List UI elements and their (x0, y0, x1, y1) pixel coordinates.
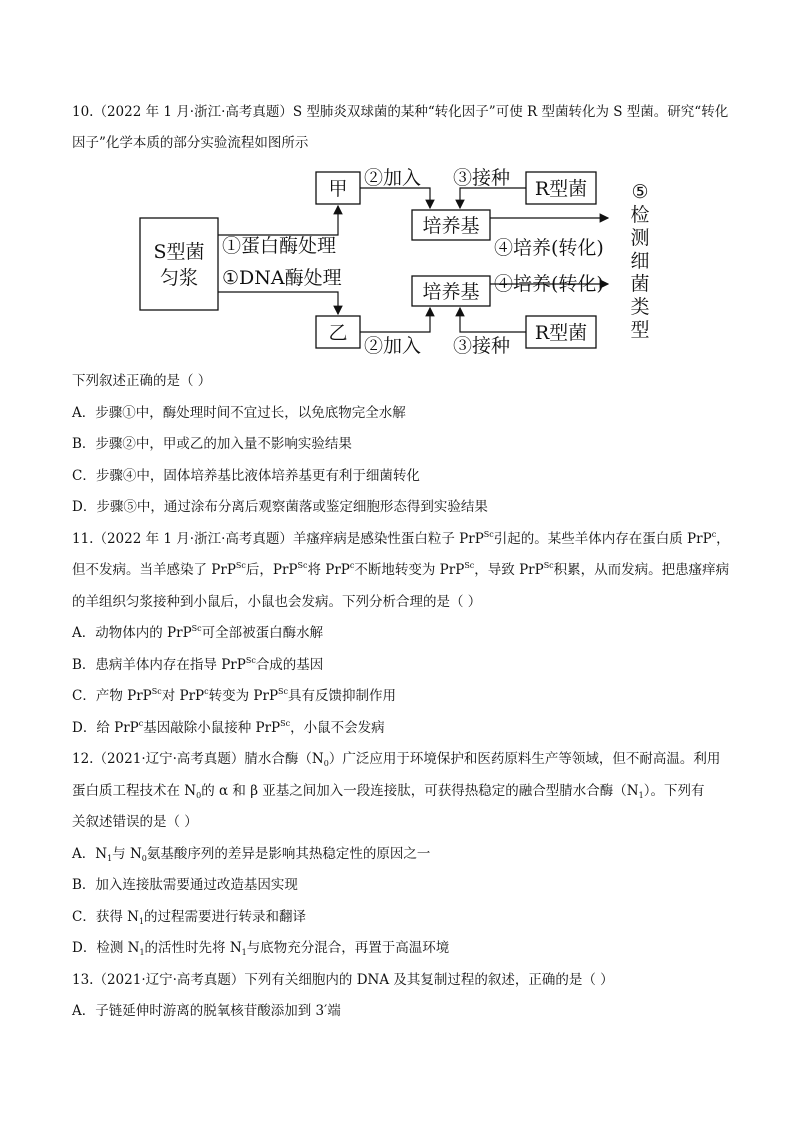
q11-option-a: A．动物体内的 PrP$^{Sc}$可全部被蛋白酶水解 (72, 624, 324, 641)
q11-option-c: C．产物 PrP$^{Sc}$对 PrP$^c$转变为 PrP$^{Sc}$具有反馈抑制作用 (72, 687, 397, 704)
step5-char-1: 检 (630, 204, 650, 226)
q12-option-c: C．获得 $N_1$的过程需要进行转录和翻译 (72, 909, 307, 926)
q12-option-d: D．检测 $N_1$的活性时先将 $N_1$与底物充分混合，再置于高温环境 (72, 940, 450, 957)
q10-option-a: A．步骤①中，酶处理时间不宜过长，以免底物完全水解 (72, 405, 406, 421)
step2-add-top: ②加入 (364, 167, 422, 189)
s-box-line1: S型菌 (153, 241, 205, 263)
q10-option-d: D．步骤⑤中，通过涂布分离后观察菌落或鉴定细胞形态得到实验结果 (72, 499, 488, 515)
medium-bottom-label: 培养基 (422, 281, 480, 303)
q12-line2: 蛋白质工程技术在 $N_0$的 α 和 β 亚基之间加入一段连接肽，可获得热稳定的融合型腈水合酶$(N_1)$。下列有 (72, 783, 705, 800)
q11-option-b: B．患病羊体内存在指导 PrP$^{Sc}$合成的基因 (72, 656, 324, 673)
q11-option-d: D．给 PrP$^c$基因敲除小鼠接种 PrP$^{Sc}$，小鼠不会发病 (72, 719, 385, 736)
q12-option-b: B．加入连接肽需要通过改造基因实现 (72, 877, 298, 893)
step5-char-6: 型 (630, 319, 650, 341)
q11-line3: 的羊组织匀浆接种到小鼠后，小鼠也会发病。下列分析合理的是（ ） (72, 594, 482, 610)
experiment-flow-diagram (130, 160, 670, 360)
step2-add-bottom: ②加入 (364, 335, 422, 357)
r-bottom-label: R型菌 (534, 322, 588, 344)
s-homogenate-box (140, 218, 218, 310)
q10-option-b: B．步骤②中，甲或乙的加入量不影响实验结果 (72, 436, 352, 452)
step5-char-4: 菌 (630, 273, 650, 295)
q10-line2: 因子”化学本质的部分实验流程如图所示 (72, 135, 309, 151)
s-box-line2: 匀浆 (159, 267, 199, 289)
step4-culture-top: ④培养(转化) (494, 237, 604, 259)
q10-line1: 10.（2022 年 1 月·浙江·高考真题）S 型肺炎双球菌的某种“转化因子”可使 R 型菌转化为 S 型菌。研究“转化 (72, 104, 729, 120)
step3-inoculate-top: ③接种 (453, 167, 511, 189)
step5-char-5: 类 (630, 296, 650, 318)
q10-stem: 下列叙述正确的是（ ） (72, 373, 212, 389)
step5-char-0: ⑤ (631, 181, 649, 203)
q11-line2: 但不发病。当羊感染了 PrP$^{Sc}$后，PrP$^{Sc}$将 PrP$^c$不断地转变为 PrP$^{Sc}$，导致 PrP$^{Sc}$积累，从而发病。把患瘙痒病 (72, 561, 730, 578)
q13-option-a: A．子链延伸时游离的脱氧核苷酸添加到 3′端 (72, 1003, 341, 1019)
q11-line1: 11.（2022 年 1 月·浙江·高考真题）羊瘙痒病是感染性蛋白粒子 PrP$^{Sc}$引起的。某些羊体内存在蛋白质 PrP$^c$， (72, 530, 730, 547)
q10-option-c: C．步骤④中，固体培养基比液体培养基更有利于细菌转化 (72, 468, 420, 484)
r-top-label: R型菌 (534, 178, 588, 200)
q12-option-a: A．$N_1$与 $N_0$氨基酸序列的差异是影响其热稳定性的原因之一 (72, 846, 431, 863)
medium-top-label: 培养基 (422, 215, 480, 237)
step3-inoculate-bottom: ③接种 (453, 335, 511, 357)
step1-dnase: ①DNA酶处理 (222, 267, 342, 289)
step5-char-3: 细 (630, 250, 650, 272)
step5-char-2: 测 (630, 227, 650, 249)
q13-line1: 13.（2021·辽宁·高考真题）下列有关细胞内的 DNA 及其复制过程的叙述，正确的是（ ） (72, 972, 614, 988)
q12-line1: 12.（2021·辽宁·高考真题）腈水合酶$(N_0)$广泛应用于环境保护和医药原料生产等领域，但不耐高温。利用 (72, 751, 721, 768)
q12-line3: 关叙述错误的是（ ） (72, 814, 198, 830)
yi-label: 乙 (328, 322, 348, 344)
step1-protease: ①蛋白酶处理 (222, 235, 337, 257)
jia-label: 甲 (328, 178, 348, 200)
step4-culture-bottom: ④培养(转化) (494, 273, 604, 295)
